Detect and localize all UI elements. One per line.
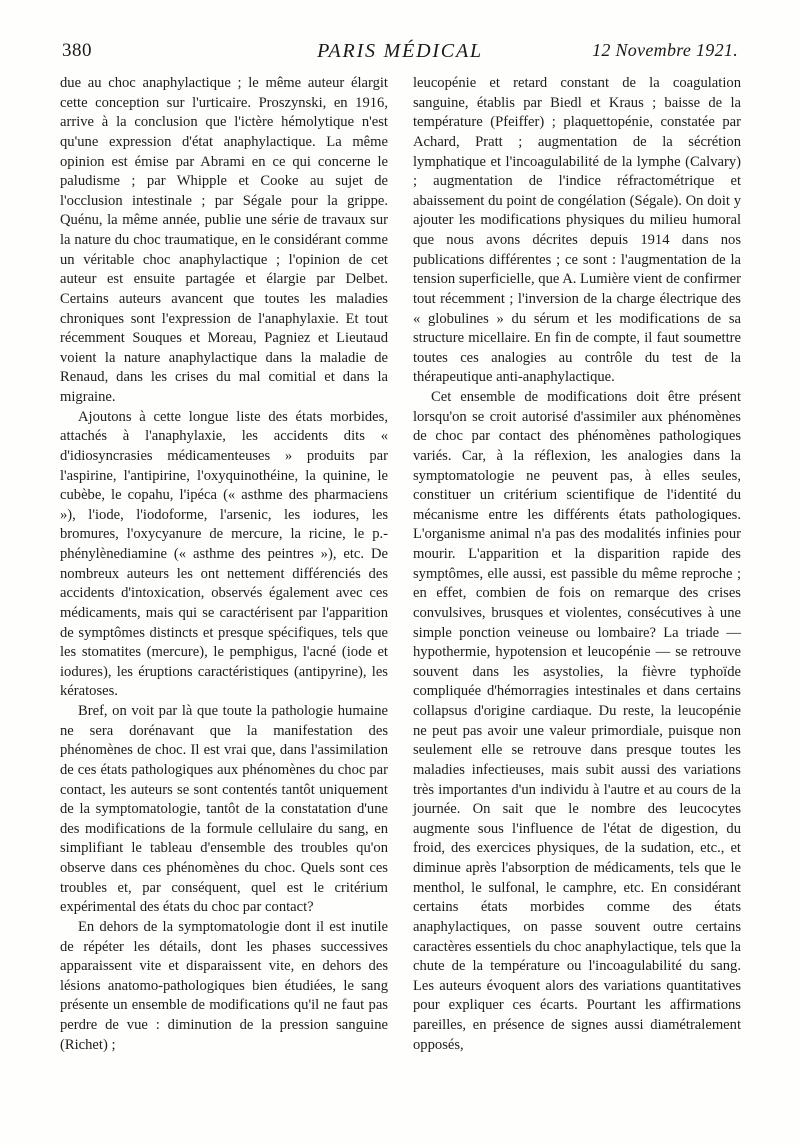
left-paragraph-1: due au choc anaphylactique ; le même auteur élargit cette conception sur l'urticaire. Proszynski, en 1916, arrive à la conclusion que l'ictère hémolytique n'est qu'une expression d'état anaphylactique. La même opinion est émise par Abrami en ce qui concerne le paludisme ; par Whipple et Cooke au sujet de l'occlusion intestinale ; par Ségale pour la grippe. Quénu, la même année, publie une série de travaux sur la nature du choc traumatique, en le considérant comme un véritable choc anaphylactique ; l'opinion de cet auteur est ensuite partagée et élargie par Delbet. Certains auteurs avancent que toutes les maladies chroniques sont l'expression de l'anaphylaxie. Et tout récemment Souques et Moreau, Pagniez et Lieutaud voient la nature anaphylactique dans la maladie de Renaud, dans les crises du mal comitial et dans la migraine. xyxy=(60,75,388,405)
right-paragraph-2: Cet ensemble de modifications doit être présent lorsqu'on se croit autorisé d'assimiler aux phénomènes de choc par contact des phénomènes pathologiques variés. Car, à la réflexion, les analogies dans la symptomatologie ne peuvent pas, à elles seules, constituer un critérium scientifique de l'identité du mécanisme entre les différents états pathologiques. L'organisme animal n'a pas des modalités infinies pour mourir. L'apparition et la disparition rapide des symptômes, elle aussi, est passible du même reproche ; en effet, combien de fois on remarque des crises convulsives, brusques et violentes, consécutives à une simple ponction veineuse ou lombaire? La triade — hypothermie, hypotension et leucopénie — se retrouve souvent dans les asystolies, la fièvre typhoïde compliquée d'hémorragies intestinales et dans certains collapsus d'origine cardiaque. Du reste, la leucopénie ne peut pas avoir une valeur primordiale, puisque non seulement elle se retrouve dans presque toutes les maladies infectieuses, mais subit aussi des variations très importantes d'un individu à l'autre et au cours de la journée. On sait que le nombre des leucocytes augmente sous l'influence de l'état de digestion, du froid, des exercices physiques, de la sudation, etc., et diminue après l'absorption de médicaments, tels que le menthol, le sulfonal, le camphre, etc. En considérant certains états morbides comme des états anaphylactiques, on passe souvent outre certains caractères essentiels du choc anaphylactique, tels que la chute de la température ou l'incoagulabilité du sang. Les auteurs évoquent alors des variations quantitatives pour expliquer ces écarts. Pourtant les affirmations pareilles, en présence de signes aussi diamétralement opposés, xyxy=(413,389,741,1053)
journal-title: PARIS MÉDICAL xyxy=(317,40,483,62)
left-paragraph-2: Ajoutons à cette longue liste des états morbides, attachés à l'anaphylaxie, les accidents dits « d'idiosyncrasies médicamenteuses » produits par l'aspirine, l'antipirine, l'oxyquinothéine, la quinine, le cubèbe, le copahu, l'ipéca (« asthme des pharmaciens »), l'iode, l'iodoforme, l'arsenic, les iodures, les bromures, l'oxycyanure de mercure, la ricine, le p.-phénylènediamine (« asthme des peintres »), etc. De nombreux auteurs les ont nettement différenciés des accidents d'intoxication, observés également avec ces médicaments, mais qui se caractérisent par l'apparition de symptômes distincts et presque spécifiques, tels que les stomatites (mercure), le pemphigus, l'acné (iode et iodures), les éruptions caractéristiques (antipyrine), les kératoses. xyxy=(60,408,388,700)
left-paragraph-4: En dehors de la symptomatologie dont il est inutile de répéter les détails, dont les phases successives apparaissent vite et disparaissent vite, en dehors des lésions anatomo-pathologiques bien étudiées, le sang présente un ensemble de modifications qu'il ne faut pas perdre de vue : diminution de la pression sanguine (Richet) ; xyxy=(60,918,388,1053)
page-number: 380 xyxy=(62,40,92,61)
right-column xyxy=(413,74,741,1055)
left-paragraph-3: Bref, on voit par là que toute la pathologie humaine ne sera dorénavant que la manifestation des phénomènes de choc. Il est vrai que, dans l'assimilation de ces états pathologiques aux phénomènes du choc par contact, les auteurs se sont contentés tantôt uniquement de la symptomatologie, tantôt de la constatation d'une des modifications de la formule cellulaire du sang, en simplifiant le tableau d'ensemble des troubles qu'on observe dans ces phénomènes du choc. Quels sont ces troubles et, par conséquent, quel est le critérium expérimental des états du choc par contact? xyxy=(60,703,388,916)
running-header xyxy=(62,40,738,72)
right-paragraph-1: leucopénie et retard constant de la coagulation sanguine, établis par Biedl et Kraus ; baisse de la température (Pfeiffer) ; plaquettopénie, constatée par Achard, Pratt ; augmentation de la sécrétion lymphatique et l'incoagulabilité de la lymphe (Calvary) ; augmentation de l'indice réfractométrique et abaissement du point de congélation (Ségale). On doit y ajouter les modifications physiques du milieu humoral que nous avons décrites depuis 1914 dans nos publications différentes ; ce sont : l'augmentation de la tension superficielle, que A. Lumière vient de confirmer tout récemment ; l'inversion de la charge électrique des « globulines » du sérum et les modifications de sa structure micellaire. En fin de compte, il faut soumettre toutes ces analogies au contrôle du test de la thérapeutique anti-anaphylactique. xyxy=(413,75,741,386)
issue-date: 12 Novembre 1921. xyxy=(592,40,738,60)
left-column xyxy=(60,74,388,1055)
